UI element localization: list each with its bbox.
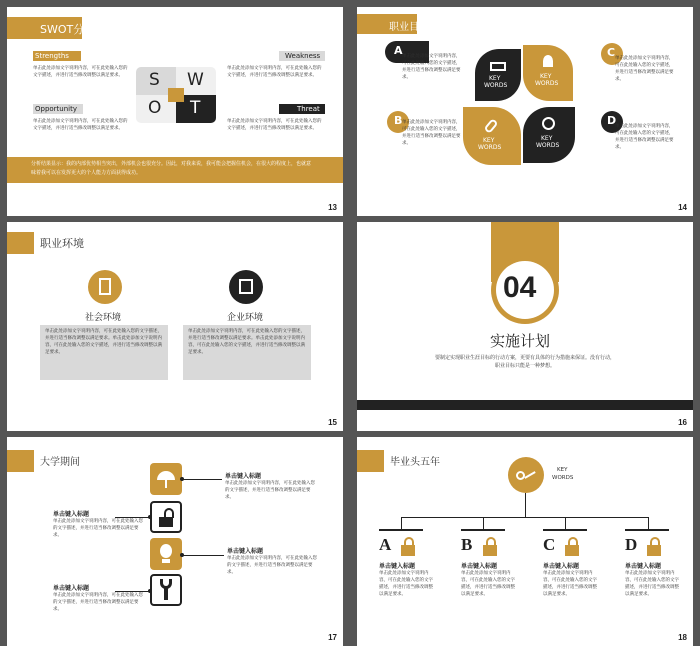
col-c-letter: C (543, 535, 556, 554)
slide-number: 16 (678, 418, 687, 427)
lock-icon (565, 537, 583, 557)
slide-number: 14 (678, 203, 687, 212)
slide-title-bar (357, 450, 384, 472)
slide-13[interactable] (7, 7, 343, 216)
left-title: 社会环境 (85, 313, 122, 323)
wrench-icon (150, 574, 182, 606)
threat-label: Threat (279, 104, 325, 114)
section-title: 实施计划 (490, 332, 551, 350)
col-a-letter: A (379, 535, 392, 554)
section-number: 04 (503, 271, 537, 304)
swot-w: W (176, 67, 216, 95)
threat-text: 单击此处添加文字说明内容，可在此处输入您的文字描述，并进行适当修改调整以满足要求。 (227, 119, 322, 131)
label-d: D (607, 114, 617, 127)
left-text-box: 单击此处添加文字说明内容，可在此处输入您的文字描述，并进行适当修改调整以满足要求。单击此处添加文字说明内容，可在此处输入您的文字描述，并进行适当修改调整以满足要求。 (40, 325, 168, 380)
slide-number: 13 (328, 203, 337, 212)
document-icon (88, 270, 122, 304)
opportunity-text: 单击此处添加文字说明内容，可在此处输入您的文字描述，并进行适当修改调整以满足要求。 (33, 119, 128, 131)
lock-icon (647, 537, 665, 557)
slide-15[interactable] (7, 222, 343, 431)
edit-icon (229, 270, 263, 304)
tree-branch (401, 517, 649, 518)
heading-3: 单击键入标题 (227, 548, 264, 555)
swot-center-square (168, 88, 184, 102)
right-title: 企业环境 (227, 313, 264, 323)
label-c: C (607, 46, 616, 59)
slide-title-bar (7, 450, 34, 472)
opportunity-label: Opportunity (33, 104, 83, 114)
section-description: 要制定实现职业生涯目标的行动方案，更要有具体的行为措施来保证。没有行动，职业目标只能是一种梦想。 (434, 355, 615, 369)
swot-t: T (176, 95, 216, 123)
slide-14[interactable]: 职业目标 A 单击此处添加文字说明内容，可在此处输入您的文字描述，并进行适当修改调整以满足要求。 B 单击此处添加文字说明内容，可在此处输入您的文字描述，并进行适当修改调整以满足要求。 C 单击此处添加文字说明内容，可在此处输入您的文字描述，并进行适当修改调整以满足要求。 D 单击此处添加文字说明内容，可在此处输入您的文字描述，并进行适当修改调整以满足要求。 KEY WORDS KEY WORDS KEY WORDS KEY WORDS 14 (357, 7, 693, 216)
lock-icon (401, 537, 419, 557)
bottom-bar (357, 400, 693, 410)
heading-2: 单击键入标题 (53, 511, 90, 518)
petal-tl: KEY WORDS (475, 49, 521, 101)
petal-bl: KEY WORDS (463, 107, 521, 165)
heading-1: 单击键入标题 (225, 473, 262, 480)
bulb-icon (150, 538, 182, 570)
pen-icon (543, 55, 553, 67)
unlock-icon (150, 501, 182, 533)
footer-band: 分析结果显示：我的内部优势相当突出，外部机会也很充分。因此，对我来说，我可能会把握住机会，在很大的程度上，也就意味着我可以在发挥更大的个人能力方面获得成功。 (7, 157, 343, 183)
slide-18[interactable]: 毕业头五年 KEY WORDS A 单击键入标题 单击此处添加文字说明内容，可在此处输入您的文字描述，并进行适当修改调整以满足要求。 B 单击键入标题 单击此处添加文字说明内容，可在此处输入您的文字描述，并进行适当修改调整以满足要求。 C 单击键入标题 单击此处添加文字说明内容，可在此处输入您的文字描述，并进行适当修改调整以满足要求。 D 单击键入标题 单击此处添加文字说明内容，可在此处输入您的文字描述，并进行适当修改调整以满足要求。 18 (357, 437, 693, 646)
slide-17[interactable]: 大学期间 单击键入标题 单击此处添加文字说明内容，可在此处输入您的文字描述，并进行适当修改调整以满足要求。 单击键入标题 单击此处添加文字说明内容，可在此处输入您的文字描述，并进行适当修改调整以满足要求。 单击键入标题 单击此处添加文字说明内容，可在此处输入您的文字描述，并进行适当修改调整以满足要求。 单击键入标题 单击此处添加文字说明内容，可在此处输入您的文字描述，并进行适当修改调整以满足要求。 17 (7, 437, 343, 646)
weakness-text: 单击此处添加文字说明内容，可在此处输入您的文字描述，并进行适当修改调整以满足要求。 (227, 66, 322, 78)
strengths-label: Strengths (33, 51, 81, 61)
swot-o: O (136, 95, 176, 123)
lock-icon (483, 537, 501, 557)
swot-s: S (136, 67, 176, 95)
slide-16[interactable] (357, 222, 693, 431)
slide-title: 大学期间 (40, 457, 80, 468)
right-text-box: 单击此处添加文字说明内容，可在此处输入您的文字描述，并进行适当修改调整以满足要求。单击此处添加文字说明内容，可在此处输入您的文字描述，并进行适当修改调整以满足要求。 (183, 325, 311, 380)
connector-1 (182, 479, 222, 480)
label-b: B (394, 114, 403, 127)
key-icon (508, 457, 544, 493)
umbrella-icon (150, 463, 182, 495)
clock-icon (542, 117, 555, 130)
slide-title-bar (7, 232, 34, 254)
battery-icon (490, 62, 506, 71)
col-b-letter: B (461, 535, 473, 554)
connector-3 (182, 555, 224, 556)
slide-number: 18 (678, 633, 687, 642)
slide-title: 职业目标 (389, 22, 429, 33)
slide-title: 毕业头五年 (390, 457, 440, 468)
col-d-letter: D (625, 535, 638, 554)
slide-title: SWOT分析 (40, 23, 96, 36)
slide-number: 17 (328, 633, 337, 642)
slide-title: 职业环境 (40, 237, 84, 250)
tree-trunk (525, 493, 526, 517)
heading-4: 单击键入标题 (53, 585, 90, 592)
link-icon (483, 118, 498, 134)
petal-tr: KEY WORDS (523, 45, 573, 101)
weakness-label: Weakness (279, 51, 325, 61)
strengths-text: 单击此处添加文字说明内容，可在此处输入您的文字描述，并进行适当修改调整以满足要求。 (33, 66, 128, 78)
petal-br: KEY WORDS (523, 107, 575, 163)
slide-number: 15 (328, 418, 337, 427)
